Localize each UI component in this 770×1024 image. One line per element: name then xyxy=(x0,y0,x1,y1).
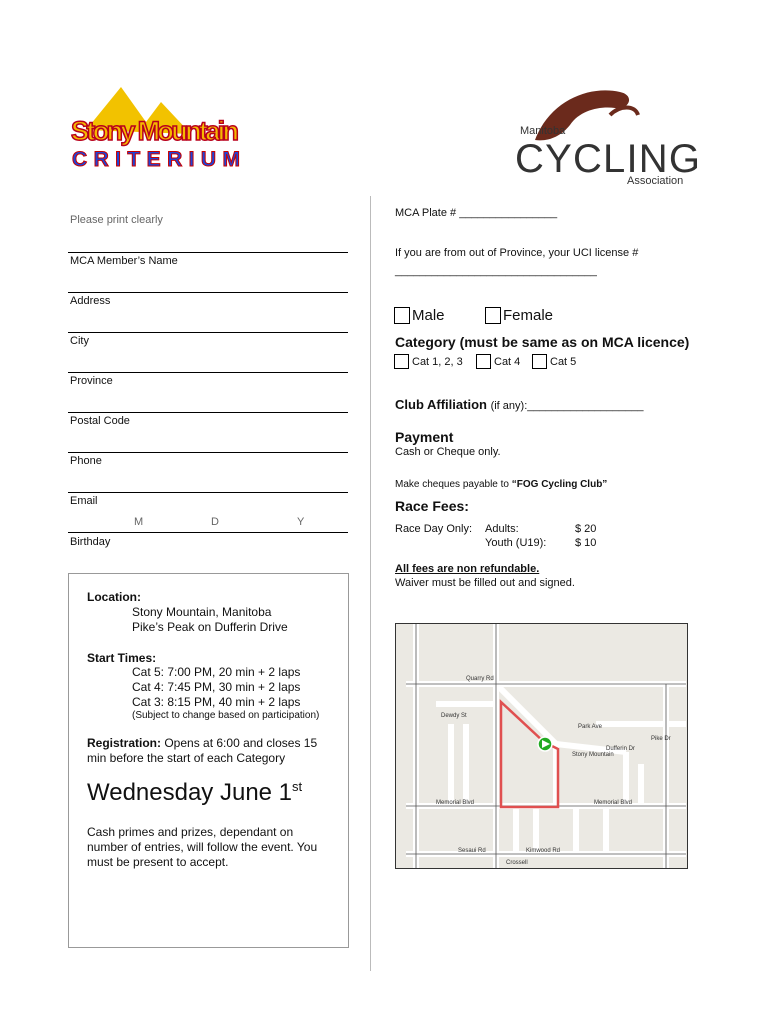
map-label-pike: Pike Dr xyxy=(651,736,671,742)
start-times-label: Start Times: xyxy=(87,651,157,665)
address-field-label: Address xyxy=(70,295,111,307)
uci-license-field[interactable]: _________________________________ xyxy=(395,265,597,277)
club-affiliation-field[interactable] xyxy=(395,397,644,412)
cat5-checkbox[interactable] xyxy=(532,354,547,369)
birthday-day-label: D xyxy=(211,516,219,528)
event-date xyxy=(87,779,302,807)
cat123-option[interactable] xyxy=(394,354,463,369)
male-label: Male xyxy=(412,307,445,324)
payable-prefix: Make cheques payable to xyxy=(395,479,512,490)
column-divider xyxy=(370,196,371,971)
email-field-label: Email xyxy=(70,495,98,507)
manitoba-cycling-logo xyxy=(510,80,705,190)
stony-mountain-criterium-logo xyxy=(66,82,246,172)
uci-license-label: If you are from out of Province, your UCI license # xyxy=(395,247,639,259)
category-header: Category (must be same as on MCA licence) xyxy=(395,334,690,350)
birthday-month-label: M xyxy=(134,516,144,528)
city-field-line[interactable] xyxy=(68,332,348,333)
payable-name: “FOG Cycling Club” xyxy=(511,479,608,490)
postal-code-field-label: Postal Code xyxy=(70,415,130,427)
map-label-kimwood: Kimwood Rd xyxy=(526,848,561,854)
cat4-option[interactable] xyxy=(476,354,520,369)
map-label-memorial-1: Memorial Blvd xyxy=(436,800,475,806)
birthday-field-label: Birthday xyxy=(70,536,111,548)
province-field-line[interactable] xyxy=(68,372,348,373)
cat4-checkbox[interactable] xyxy=(476,354,491,369)
event-date-suffix: st xyxy=(292,779,303,794)
postal-code-field-line[interactable] xyxy=(68,412,348,413)
start-time-cat3: Cat 3: 8:15 PM, 40 min + 2 laps xyxy=(132,695,301,709)
event-date-main: Wednesday June 1 xyxy=(87,779,293,806)
address-field-line[interactable] xyxy=(68,292,348,293)
payable-line xyxy=(395,479,607,490)
map-label-quarry: Quarry Rd xyxy=(466,676,494,682)
mca-plate-field[interactable]: MCA Plate # ________________ xyxy=(395,207,558,219)
logo-manitoba: Manitoba xyxy=(520,125,566,137)
print-clearly-hint: Please print clearly xyxy=(70,214,163,226)
logo-association: Association xyxy=(627,175,684,187)
province-field-label: Province xyxy=(70,375,113,387)
prizes-line-1: Cash primes and prizes, dependant on xyxy=(87,825,294,839)
location-line-1: Stony Mountain, Manitoba xyxy=(132,605,272,619)
fee-adults-label: Adults: xyxy=(485,523,519,535)
cat5-label: Cat 5 xyxy=(550,355,577,368)
cat123-label: Cat 1, 2, 3 xyxy=(412,355,463,368)
phone-field-label: Phone xyxy=(70,455,102,467)
female-checkbox[interactable] xyxy=(485,307,501,324)
map-label-crossell: Crossell xyxy=(506,860,528,866)
map-label-dewdy: Dewdy St xyxy=(441,713,467,719)
payment-text: Cash or Cheque only. xyxy=(395,446,501,458)
logo-line1: Stony Mountain xyxy=(71,116,239,146)
male-option[interactable] xyxy=(394,307,445,324)
fee-adults-amount: $ 20 xyxy=(575,523,597,535)
map-label-sesaui: Sesaui Rd xyxy=(458,848,486,854)
logo-cycling: CYCLING xyxy=(515,137,700,181)
fee-youth-label: Youth (U19): xyxy=(485,537,547,549)
email-field-line[interactable] xyxy=(68,492,348,493)
fee-youth-amount: $ 10 xyxy=(575,537,597,549)
female-option[interactable] xyxy=(485,307,553,324)
birthday-field-line[interactable] xyxy=(68,532,348,533)
cat5-option[interactable] xyxy=(532,354,576,369)
event-info-box xyxy=(68,573,349,948)
club-affiliation-suffix: (if any):___________________ xyxy=(490,400,644,412)
city-field-label: City xyxy=(70,335,89,347)
nonrefundable-notice: All fees are non refundable. xyxy=(395,563,540,575)
prizes-line-3: must be present to accept. xyxy=(87,855,229,869)
location-label: Location: xyxy=(87,590,141,604)
map-label-park: Park Ave xyxy=(578,724,602,730)
registration-text-1: Opens at 6:00 and closes 15 xyxy=(161,736,318,750)
female-label: Female xyxy=(503,307,554,324)
male-checkbox[interactable] xyxy=(394,307,410,324)
course-map xyxy=(395,623,688,869)
waiver-notice: Waiver must be filled out and signed. xyxy=(395,577,575,589)
race-fees-header: Race Fees: xyxy=(395,498,469,514)
logo-line2: CRITERIUM xyxy=(72,148,240,171)
map-label-dufferin: Dufferin Dr xyxy=(606,746,635,752)
map-label-memorial-2: Memorial Blvd xyxy=(594,800,633,806)
race-day-label: Race Day Only: xyxy=(395,523,473,535)
club-affiliation-label: Club Affiliation xyxy=(395,397,487,412)
registration-line-2: min before the start of each Category xyxy=(87,751,286,765)
payment-header: Payment xyxy=(395,429,454,445)
birthday-year-label: Y xyxy=(297,516,305,528)
name-field-label: MCA Member’s Name xyxy=(70,255,178,267)
location-line-2: Pike’s Peak on Dufferin Drive xyxy=(132,620,288,634)
start-times-note: (Subject to change based on participation) xyxy=(132,710,320,721)
map-label-stony: Stony Mountain xyxy=(572,752,614,758)
cat123-checkbox[interactable] xyxy=(394,354,409,369)
start-time-cat5: Cat 5: 7:00 PM, 20 min + 2 laps xyxy=(132,665,301,679)
start-time-cat4: Cat 4: 7:45 PM, 30 min + 2 laps xyxy=(132,680,301,694)
registration-line-1 xyxy=(87,736,317,750)
name-field-line[interactable] xyxy=(68,252,348,253)
phone-field-line[interactable] xyxy=(68,452,348,453)
registration-label: Registration: xyxy=(87,736,162,750)
cat4-label: Cat 4 xyxy=(494,355,521,368)
prizes-line-2: number of entries, will follow the event. You xyxy=(87,840,318,854)
